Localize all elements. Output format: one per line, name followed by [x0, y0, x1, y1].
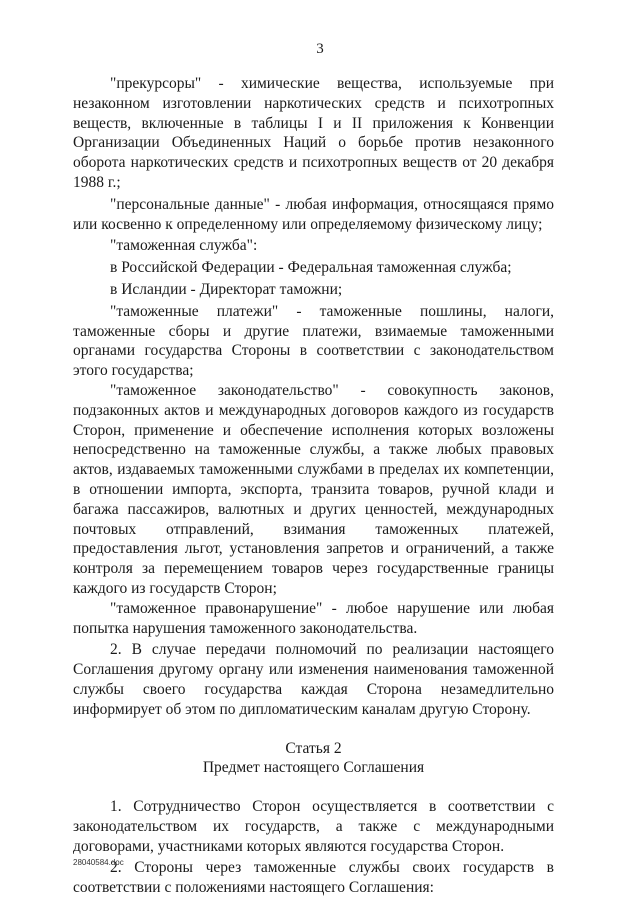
customs-service-iceland: в Исландии - Директорат таможни; [110, 280, 343, 298]
definition-customs-legislation: "таможенное законодательство" - совокупность законов, подзаконных актов и международных договоров каждого из государств Сторон, применение и обеспечение исполнения которых возложены непосредственно на таможенные службы, а также любых правовых актов, издаваемых таможенными службами в пределах их компетенции, в отношении импорта, экспорта, транзита товаров, ручной клади и багажа пассажиров, валютных и других ценностей, международных почтовых отправлений, взимания таможенных платежей, предоставления льгот, установления запретов и ограничений, а также контроля за перемещением товаров через государственные границы каждого из государств Сторон; [73, 381, 554, 597]
clause-2-delegation: 2. В случае передачи полномочий по реализации настоящего Соглашения другому органу или изменения наименования таможенной службы своего государства каждая Сторона незамедлительно информирует об этом по дипломатическим каналам другую Сторону. [73, 641, 554, 718]
definition-personal-data: "персональные данные" - любая информация, относящаяся прямо или косвенно к определенному или определяемому физическому лицу; [73, 195, 554, 233]
article-2-clause-1: 1. Сотрудничество Сторон осуществляется в соответствии с законодательством их государств, а также с международными договорами, участниками которых являются государства Сторон. [73, 798, 554, 855]
article-number: Статья 2 [285, 739, 342, 757]
definition-customs-payments: "таможенные платежи" - таможенные пошлины, налоги, таможенные сборы и другие платежи, взимаемые таможенными органами государства Стороны в соответствии с законодательством этого государства; [73, 302, 554, 380]
article-2-clause-2: 2. Стороны через таможенные службы своих государств в соответствии с положениями настоящего Соглашения: [73, 859, 554, 897]
article-title: Предмет настоящего Соглашения [202, 759, 425, 777]
definition-customs-offence: "таможенное правонарушение" - любое нарушение или любая попытка нарушения таможенного законодательства. [73, 599, 554, 637]
definition-precursors: "прекурсоры" - химические вещества, используемые при незаконном изготовлении наркотических средств и психотропных веществ, включенные в таблицы I и II приложения к Конвенции Организации Объединенных Наций о борьбе против незаконного оборота наркотических средств и психотропных веществ от 20 декабря 1988 г.; [73, 75, 554, 191]
page-number: 3 [316, 41, 324, 57]
customs-service-russia: в Российской Федерации - Федеральная таможенная служба; [110, 259, 512, 277]
definition-customs-service: "таможенная служба": [110, 237, 258, 255]
document-body [73, 74, 554, 898]
file-name-footer: 28040584.doc [73, 858, 124, 867]
